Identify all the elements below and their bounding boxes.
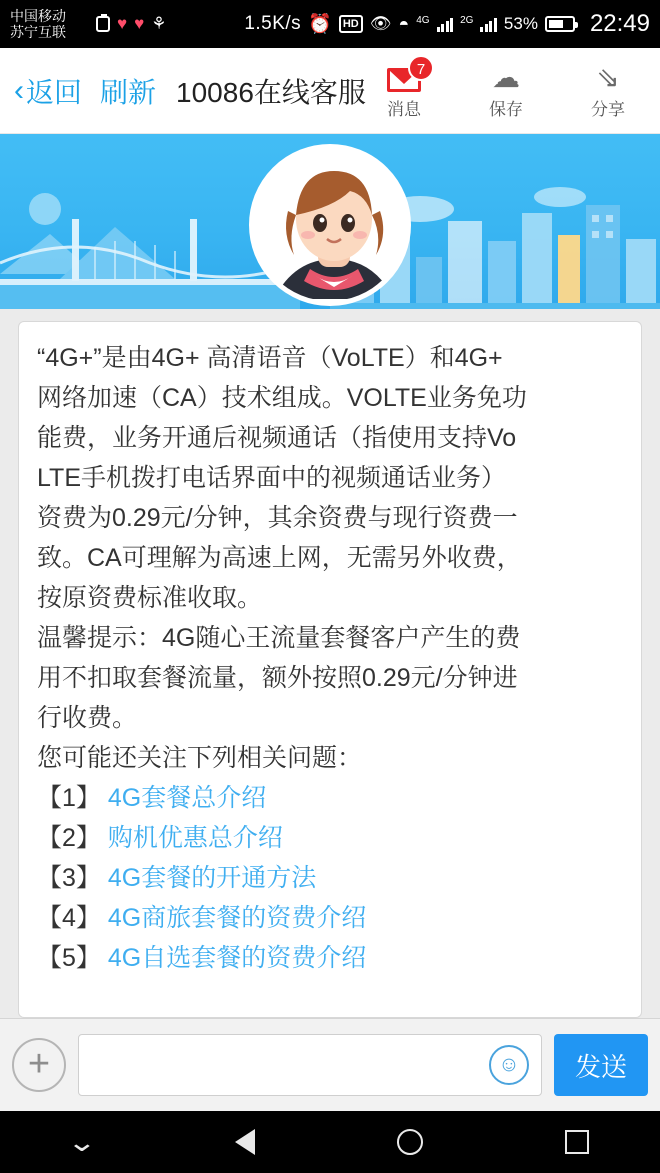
chat-area	[0, 309, 660, 1018]
message-bubble	[18, 321, 642, 1018]
network-2g-label: 2G	[460, 14, 474, 26]
msg-line: 致。CA可理解为高速上网，无需另外收费，	[37, 544, 522, 572]
carrier-label	[10, 8, 96, 40]
msg-line: 行收费。	[37, 704, 138, 732]
msg-line: 温馨提示：4G随心王流量套餐客户产生的费	[37, 624, 521, 652]
page-title: 10086在线客服	[176, 76, 366, 108]
home-circle-icon[interactable]	[397, 1129, 423, 1155]
back-triangle-icon[interactable]	[235, 1129, 255, 1155]
heart-icon-2: ♥	[134, 14, 145, 33]
related-item[interactable]	[37, 898, 623, 938]
battery-saver-icon	[96, 16, 110, 32]
related-item[interactable]	[37, 858, 623, 898]
add-attachment-button[interactable]: +	[12, 1038, 66, 1092]
carrier-line-2: 苏宁互联	[10, 24, 66, 40]
status-bar	[0, 0, 660, 48]
input-bar	[0, 1018, 660, 1111]
signal-icon-2	[480, 16, 497, 32]
battery-icon	[545, 16, 575, 32]
heart-icon: ♥	[117, 14, 128, 33]
msg-line: LTE手机拨打电话界面中的视频通话业务）	[37, 464, 506, 492]
signal-icon-1	[437, 16, 454, 32]
system-nav-bar	[0, 1111, 660, 1173]
title-bar	[0, 48, 660, 134]
messages-badge: 7	[408, 55, 434, 81]
title-bar-actions	[366, 61, 646, 120]
related-link[interactable]: 4G自选套餐的资费介绍	[107, 944, 367, 972]
share-label: 分享	[591, 100, 625, 119]
banner	[0, 134, 660, 309]
smiley-icon[interactable]: ☺	[489, 1045, 529, 1085]
msg-line: 用不扣取套餐流量，额外按照0.29元/分钟进	[37, 664, 518, 692]
related-link[interactable]: 4G商旅套餐的资费介绍	[107, 904, 367, 932]
msg-line: 资费为0.29元/分钟，其余资费与现行资费一	[37, 504, 518, 532]
related-item[interactable]	[37, 818, 623, 858]
messages-label: 消息	[387, 100, 421, 119]
network-speed-label: 1.5K/s	[244, 13, 302, 34]
recents-square-icon[interactable]	[565, 1130, 589, 1154]
related-index: 【3】	[37, 864, 101, 892]
hd-icon: HD	[339, 15, 363, 33]
message-input[interactable]	[91, 1052, 489, 1078]
related-index: 【2】	[37, 824, 101, 852]
eye-icon: 👁	[369, 14, 392, 33]
related-index: 【4】	[37, 904, 101, 932]
cloud-download-icon: ☁	[492, 62, 520, 93]
chevron-left-icon: ‹	[14, 73, 24, 107]
msg-line: 网络加速（CA）技术组成。VOLTE业务免功	[37, 384, 527, 412]
share-icon: ⇘	[596, 62, 620, 93]
related-link[interactable]: 购机优惠总介绍	[107, 824, 283, 852]
status-right-icons	[244, 10, 650, 38]
network-4g-label: 4G	[416, 14, 430, 26]
flower-icon: ⚘	[151, 14, 167, 33]
share-button[interactable]	[570, 61, 646, 120]
related-link[interactable]: 4G套餐总介绍	[107, 784, 267, 812]
related-index: 【1】	[37, 784, 101, 812]
status-left-icons	[96, 14, 166, 34]
related-link[interactable]: 4G套餐的开通方法	[107, 864, 317, 892]
msg-line: “4G+”是由4G+ 高清语音（VoLTE）和4G+	[37, 344, 503, 372]
save-button[interactable]	[468, 61, 544, 120]
related-item[interactable]	[37, 778, 623, 818]
alarm-icon: ⏰	[308, 14, 332, 35]
back-button[interactable]	[14, 71, 82, 111]
clock-label: 22:49	[589, 10, 650, 37]
related-item[interactable]	[37, 938, 623, 978]
related-title: 您可能还关注下列相关问题：	[37, 744, 363, 772]
msg-line: 按原资费标准收取。	[37, 584, 263, 612]
messages-button[interactable]	[366, 61, 442, 120]
refresh-button[interactable]: 刷新	[100, 76, 157, 108]
back-label: 返回	[26, 76, 83, 108]
wifi-icon: ◓	[398, 13, 410, 34]
message-input-wrap[interactable]	[78, 1034, 542, 1096]
chevron-down-icon[interactable]: ⌄	[66, 1126, 98, 1157]
related-index: 【5】	[37, 944, 101, 972]
avatar	[249, 144, 411, 306]
battery-percent-label: 53%	[503, 14, 538, 33]
send-button[interactable]: 发送	[554, 1034, 648, 1096]
save-label: 保存	[489, 100, 523, 119]
msg-line: 能费，业务开通后视频通话（指使用支持Vo	[37, 424, 517, 452]
carrier-line-1: 中国移动	[10, 8, 66, 24]
